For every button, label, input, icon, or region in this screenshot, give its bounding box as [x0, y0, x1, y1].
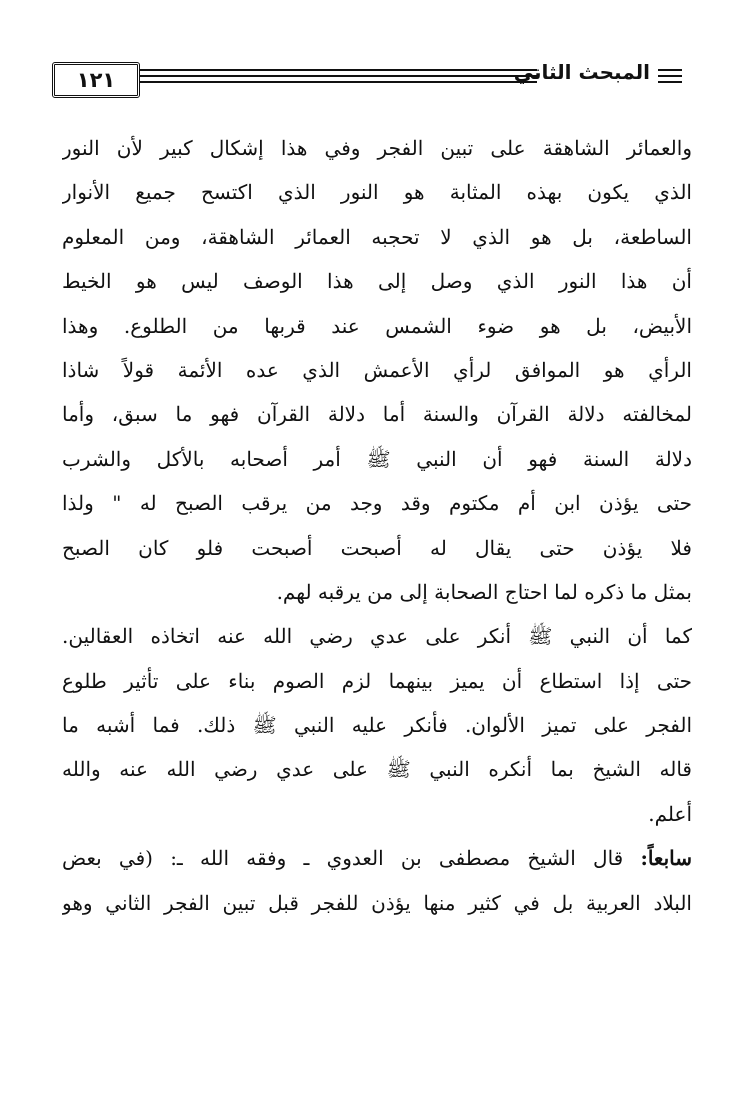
section-lead: سابعاً:	[640, 846, 692, 871]
page-header	[52, 58, 682, 98]
text-line: أعلم.	[648, 801, 692, 826]
text-line: فلا يؤذن حتى يقال له أصبحت أصبحت فلو كان الصبح	[62, 535, 692, 560]
text-line	[62, 836, 692, 880]
text-line: بمثل ما ذكره لما احتاج الصحابة إلى من يرقبه لهم.	[276, 579, 692, 604]
title-ornament	[658, 69, 682, 83]
text-line: لمخالفته دلالة القرآن والسنة أما دلالة القرآن فهو ما سبق، وأما	[62, 402, 692, 427]
text-line: الذي يكون بهذه المثابة هو النور الذي اكتسح جميع الأنوار	[62, 180, 692, 205]
header-rule	[140, 69, 537, 83]
text-line: حتى إذا استطاع أن يميز بينهما لزم الصوم بناء على تأثير طلوع	[62, 668, 692, 693]
text-line: الساطعة، بل هو الذي لا تحجبه العمائر الشاهقة، ومن المعلوم	[62, 224, 692, 249]
text-line: كما أن النبي ﷺ أنكر على عدي رضي الله عنه اتخاذه العقالين.	[62, 624, 692, 649]
text-line: البلاد العربية بل في كثير منها يؤذن للفجر قبل تبين الفجر الثاني وهو	[62, 890, 692, 915]
text-line: الرأي هو الموافق لرأي الأعمش الذي عده الأئمة قولاً شاذا	[62, 357, 692, 382]
text-line: أن هذا النور الذي وصل إلى هذا الوصف ليس هو الخيط	[62, 269, 692, 294]
page-number: ١٢١	[52, 62, 140, 98]
text-line: قاله الشيخ بما أنكره النبي ﷺ على عدي رضي الله عنه والله	[62, 757, 692, 782]
text-line: الأبيض، بل هو ضوء الشمس عند قربها من الطلوع. وهذا	[62, 313, 692, 338]
section-title: المبحث الثاني	[513, 60, 650, 84]
text-line: الفجر على تميز الألوان. فأنكر عليه النبي ﷺ ذلك. فما أشبه ما	[62, 713, 692, 738]
text-line-rest: قال الشيخ مصطفى بن العدوي ـ وفقه الله ـ: (في بعض	[62, 846, 641, 871]
text-line: حتى يؤذن ابن أم مكتوم وقد وجد من يرقب الصبح له " ولذا	[62, 491, 692, 516]
body-text	[62, 126, 692, 925]
text-line: والعمائر الشاهقة على تبين الفجر وفي هذا إشكال كبير لأن النور	[62, 136, 692, 160]
text-line: دلالة السنة فهو أن النبي ﷺ أمر أصحابه بالأكل والشرب	[62, 446, 692, 471]
